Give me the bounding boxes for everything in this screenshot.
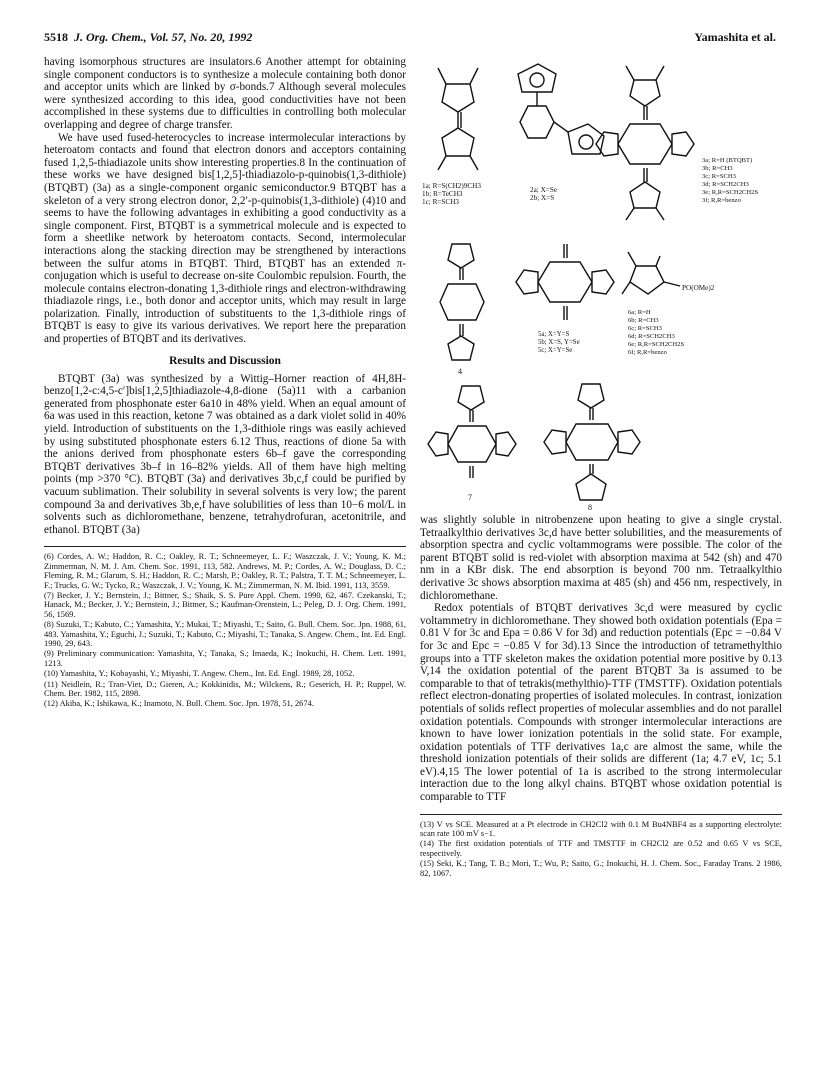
left-column xyxy=(44,56,406,710)
compound-1-structure xyxy=(438,68,478,170)
footnote: (6) Cordes, A. W.; Haddon, R. C.; Oakley, R. T.; Schneemeyer, L. F.; Waszczak, J. V.; Young, K. M.; Zimmerman, N. M. J. Am. Chem. Soc. 1991, 113, 582. Andrews, M. P.; Cordes, A. W.; Douglass, D. C.; Fleming, R. M.; Glarum, S. H.; Haddon, R. C.; Marsh, P.; Oakley, R. T.; Palstra, T. T. M.; Schneemeyer, L. F.; Trucks, G. W.; Tycko, R.; Waszczak, J. V.; Young, K. M.; Zimmerman, N. M. Ibid. 1991, 113, 3559. xyxy=(44,552,406,590)
label-1c: 1c; R=SCH3 xyxy=(422,198,460,206)
label-5b: 5b; X=S, Y=Se xyxy=(538,339,580,346)
footnotes-left xyxy=(44,552,406,709)
footnote: (15) Seki, K.; Tang, T. B.; Mori, T.; Wu, P.; Saito, G.; Inokuchi, H. J. Chem. Soc., Faraday Trans. 2 1986, 82, 1067. xyxy=(420,859,782,878)
label-1b: 1b; R=TeCH3 xyxy=(422,190,463,198)
footnote: (9) Preliminary communication: Yamashita, Y.; Tanaka, S.; Imaeda, K.; Inokuchi, H. Chem. Lett. 1991, 1213. xyxy=(44,649,406,668)
compound-8-structure xyxy=(544,384,640,500)
label-6b: 6b; R=CH3 xyxy=(628,317,659,324)
label-1a: 1a; R=S(CH2)9CH3 xyxy=(422,182,481,190)
running-header-authors: Yamashita et al. xyxy=(694,30,776,44)
paragraph: was slightly soluble in nitrobenzene upon heating to give a single crystal. Tetraalkylthio derivatives 3c,d have better solubilities, and the measurements of absorption spectra and cyclic voltammograms were possible. The color of the parent BTQBT solid is red-violet with absorption maxima at 542 (sh) and 470 nm in a KBr disk. The end absorption is beyond 700 nm. Tetraalkylthio derivative 3c shows absorption maxima at 485 (sh) and 456 nm, respectively, in dichloromethane. xyxy=(420,514,782,602)
footnote: (7) Becker, J. Y.; Bernstein, J.; Bittner, S.; Shaik, S. S. Pure Appl. Chem. 1990, 62, 467. Czekanski, T.; Hanack, M.; Becker, J. Y.; Bernstein, J.; Bittner, S.; Kaufman-Orenstein, L.; Peleg, D. J. Org. Chem. 1991, 56, 1569. xyxy=(44,591,406,619)
page-number: 5518 xyxy=(44,30,68,44)
chemical-structures-scheme xyxy=(418,54,788,510)
label-2b: 2b; X=S xyxy=(530,194,555,202)
paragraph: BTQBT (3a) was synthesized by a Wittig–Horner reaction of 4H,8H-benzo[1,2-c:4,5-c′]bis[1,2,5]thiadiazole-4,8-dione (5a)11 with a carbanion generated from phosphonate ester 6a10 in 48% yield. When an equal amount of 6a was used in this reaction, ketone 7 was obtained as a dark violet solid in 40% yield. Introduction of substituents on the 1,3-dithiole rings was easily achieved by using substituted phosphonate esters 6.12 Thus, reactions of dione 5a with the anions derived from phosphonate esters 6b–f gave the corresponding BTQBT derivatives 3b–f in 16–82% yields. All of them have high melting points (mp >370 °C). BTQBT (3a) and derivatives 3b,c,f could be purified by vacuum sublimation. Their solubility in several solvents is very low; the parent compound 3a and derivatives 3b,e,f have solubilities of less than 10−6 mol/L in solvents such as dichloromethane, benzene, tetrahydrofuran, acetonitrile, and ethanol. BTQBT (3a) xyxy=(44,372,406,536)
label-phosphonate: PO(OMe)2 xyxy=(682,284,715,292)
paragraph: having isomorphous structures are insulators.6 Another attempt for obtaining single component conductors is to synthesize a molecule containing both donor and acceptor units which are linked by σ-bonds.7 Although several molecules were synthesized according to this idea, good conductivities have not been accomplished in these systems due to difficulties in controlling both molecular overlapping and degree of charge transfer. xyxy=(44,56,406,131)
label-6d: 6d; R=SCH2CH3 xyxy=(628,333,675,340)
compound-4-structure xyxy=(440,244,484,360)
label-2a: 2a; X=Se xyxy=(530,186,558,194)
footnote-divider xyxy=(44,546,406,547)
label-3f: 3f; R,R=benzo xyxy=(702,197,741,204)
running-header-left xyxy=(44,30,252,45)
label-6f: 6f; R,R=benzo xyxy=(628,349,667,356)
label-3e: 3e; R,R=SCH2CH2S xyxy=(702,189,759,196)
paragraph: We have used fused-heterocycles to increase intermolecular interactions by heteroatom contacts and found that electron donors and acceptors containing fused 1,2,5-thiadiazole units show interesting properties.8 In the continuation of these works we have designed bis[1,2,5]-thiadiazolo-p-quinobis(1,3-dithiole) (BTQBT) (3a) as a single-component organic semiconductor.9 BTQBT has a skeleton of a very strong electron donor, 2,2′-p-quinobis(1,3-dithiole) (4)10 and seems to have the following advantages in exhibiting a good conductivity as a single component. First, BTQBT is a symmetrical molecule and is expected to form a sheetlike network by heteroatom contacts. Second, intermolecular interactions along the stacking direction may be strengthened by interactions between the sulfur atoms in BTQBT. Third, BTQBT has an extended π-conjugation which is useful to decrease on-site Coulombic repulsion. Fourth, the molecule contains electron-donating 1,3-dithiole rings and electron-withdrawing thiadiazole rings, i.e., both donor and acceptor units, which may result in large polarization. Finally, introduction of substituents to the 1,3-dithiole rings of BTQBT is easy to give its various derivatives. We report here the preparation and properties of BTQBT and its derivatives. xyxy=(44,131,406,346)
paragraph: Redox potentials of BTQBT derivatives 3c,d were measured by cyclic voltammetry in dichloromethane. They showed both oxidation potentials (Epa = 0.81 V for 3c and Epa = 0.86 V for 3d) and reduction potentials (Epc = −0.84 V for 3c and Epc = −0.85 V for 3d).13 Since the introduction of tetramethylthio groups into a TTF skeleton makes the oxidation potential more positive by 0.13 V,14 the oxidation potential of the parent BTQBT 3a is assumed to be comparable to that of tetrakis(methylthio)-TTF (TMSTTF). Oxidation potentials reflect electron-donating properties of isolated molecules. In contrast, ionization potentials of solids reflect properties of molecular assemblies and do not parallel oxidation potentials. Compounds with stronger intermolecular interactions are known to have lower ionization potentials in the solid state. For example, oxidation potentials of TTF derivatives 1a,c are almost the same, while the threshold ionization potentials of their solids are different (1a; 4.7 eV, 1c; 5.1 eV).4,15 The lower potential of 1a is ascribed to the strong intermolecular interaction due to the long alkyl chains. BTQBT whose oxidation potential is comparable to TTF xyxy=(420,602,782,804)
compound-5-structure xyxy=(516,244,614,320)
footnote: (12) Akiba, K.; Ishikawa, K.; Inamoto, N. Bull. Chem. Soc. Jpn. 1978, 51, 2674. xyxy=(44,699,314,709)
footnote: (11) Neidlein, R.; Tran-Viet, D.; Gieren, A.; Kokkinidis, M.; Wilckens, R.; Geserich, H. P.; Ruppel, W. Chem. Ber. 1982, 115, 2898. xyxy=(44,679,406,699)
compound-3-structure xyxy=(596,66,694,220)
compound-2-structure xyxy=(518,64,604,154)
label-6e: 6e; R,R=SCH2CH2S xyxy=(628,341,685,348)
footnote: (8) Suzuki, T.; Kabuto, C.; Yamashita, Y.; Mukai, T.; Miyashi, T.; Saito, G. Bull. Chem. Soc. Jpn. 1988, 61, 483. Yamashita, Y.; Eguchi, J.; Suzuki, T.; Kabuto, C.; Miyashi, T.; Tanaka, S. Angew. Chem., Int. Ed. Engl. 1990, 29, 643. xyxy=(44,620,406,649)
section-heading: Results and Discussion xyxy=(169,354,281,367)
label-3a: 3a; R=H (BTQBT) xyxy=(702,157,753,164)
compound-6-structure xyxy=(622,252,680,294)
journal-citation: J. Org. Chem., Vol. 57, No. 20, 1992 xyxy=(74,30,253,44)
footnote-divider xyxy=(420,814,782,815)
label-3b: 3b; R=CH3 xyxy=(702,165,733,172)
compound-7-structure xyxy=(428,386,516,478)
label-7: 7 xyxy=(468,493,472,502)
label-5a: 5a; X=Y=S xyxy=(538,331,570,338)
label-6c: 6c; R=SCH3 xyxy=(628,325,662,332)
label-8: 8 xyxy=(588,503,592,510)
footnotes-right xyxy=(420,820,782,878)
right-column xyxy=(420,514,782,879)
label-6a: 6a; R=H xyxy=(628,309,651,316)
label-4: 4 xyxy=(458,367,462,376)
footnote: (14) The first oxidation potentials of TTF and TMSTTF in CH2Cl2 are 0.52 and 0.65 V vs SCE, respectively. xyxy=(420,839,782,858)
label-3c: 3c; R=SCH3 xyxy=(702,173,736,180)
label-3d: 3d; R=SCH2CH3 xyxy=(702,181,749,188)
label-5c: 5c; X=Y=Se xyxy=(538,347,573,354)
footnote: (10) Yamashita, Y.; Kobayashi, Y.; Miyashi, T. Angew. Chem., Int. Ed. Engl. 1989, 28, 1052. xyxy=(44,669,355,679)
structures-svg xyxy=(418,54,788,510)
footnote: (13) V vs SCE. Measured at a Pt electrode in CH2Cl2 with 0.1 M Bu4NBF4 as a supporting electrolyte: scan rate 100 mV s−1. xyxy=(420,819,782,839)
